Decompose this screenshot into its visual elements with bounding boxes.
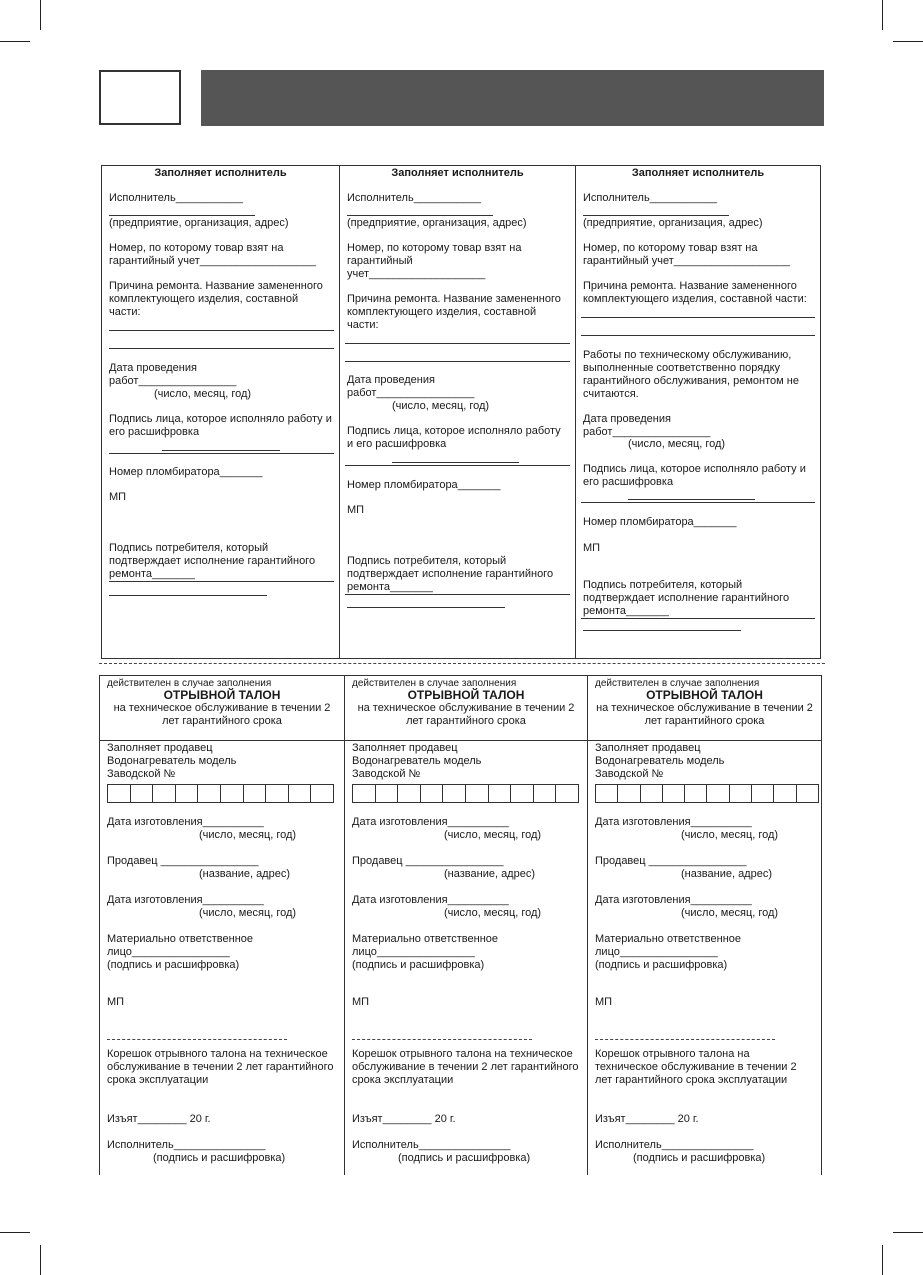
executor-field[interactable]: Исполнитель___________ (583, 192, 717, 204)
coupon-subtitle-line: лет гарантийного срока (644, 715, 765, 727)
tear-line (595, 1039, 775, 1040)
model-label: Водонагреватель модель (595, 755, 725, 767)
coupon-table (99, 675, 822, 1175)
reason-label: части: (109, 306, 141, 318)
crop-mark (40, 1245, 41, 1275)
date-label: Дата проведения (583, 413, 671, 425)
executor-column-2 (340, 166, 576, 658)
line (583, 215, 729, 216)
executor-caption: (подпись и расшифровка) (633, 1152, 766, 1164)
responsible-label: Материально ответственное (352, 933, 499, 945)
mfg-date-field[interactable]: Дата изготовления__________ (352, 894, 509, 906)
reason-label: комплектующего изделия, составной (109, 293, 299, 305)
executor-table (101, 165, 821, 659)
crop-mark (0, 41, 30, 42)
org-caption: (предприятие, организация, адрес) (583, 217, 763, 229)
mfg-date-field[interactable]: Дата изготовления__________ (595, 894, 752, 906)
reg-label: Номер, по которому товар взят на (583, 242, 758, 254)
stub-text: срока эксплуатации (352, 1074, 454, 1086)
consumer-label: подтверждает исполнение гарантийного (109, 555, 316, 567)
divider (345, 740, 587, 741)
crop-mark (893, 41, 923, 42)
reg-field[interactable]: гарантийный учет___________________ (109, 255, 316, 267)
valid-note: действителен в случае заполнения (352, 678, 517, 689)
service-note: выполненные соответственно порядку (583, 362, 781, 374)
stamp-label: МП (583, 542, 601, 554)
crop-mark (0, 1232, 30, 1233)
tear-line (352, 1039, 532, 1040)
reg-label: Номер, по которому товар взят на (347, 242, 522, 254)
date-field[interactable]: работ________________ (109, 375, 237, 387)
stub-text: срока эксплуатации (107, 1074, 209, 1086)
date-caption: (число, месяц, год) (628, 438, 726, 450)
model-label: Водонагреватель модель (107, 755, 237, 767)
date-caption: (число, месяц, год) (392, 400, 490, 412)
consumer-label: Подпись потребителя, который (347, 555, 507, 567)
stamp-label: МП (109, 491, 127, 503)
reg-label: гарантийный (347, 255, 413, 267)
sign-label: его расшифровка (109, 426, 200, 438)
valid-note: действителен в случае заполнения (595, 678, 760, 689)
coupon-title: ОТРЫВНОЙ ТАЛОН (163, 688, 281, 702)
responsible-caption: (подпись и расшифровка) (595, 959, 728, 971)
executor-caption: (подпись и расшифровка) (398, 1152, 531, 1164)
coupon-subtitle (104, 702, 340, 728)
crop-mark (882, 1245, 883, 1275)
responsible-caption: (подпись и расшифровка) (107, 959, 240, 971)
line (347, 607, 505, 608)
withdrawn-field[interactable]: Изъят________ 20 г. (352, 1113, 456, 1125)
mfg-date-caption: (число, месяц, год) (199, 829, 297, 841)
coupon-subtitle-line: на техническое обслуживание в течении 2 (596, 702, 813, 714)
responsible-label: Материально ответственное (107, 933, 254, 945)
responsible-field[interactable]: лицо________________ (352, 946, 475, 958)
serial-label: Заводской № (107, 768, 176, 780)
crop-mark (40, 0, 41, 30)
stub-text: обслуживание в течении 2 лет гарантийного (352, 1061, 579, 1073)
coupon-column-2 (345, 676, 588, 1175)
responsible-field[interactable]: лицо________________ (107, 946, 230, 958)
coupon-subtitle (349, 702, 583, 728)
date-label: Дата проведения (347, 374, 435, 386)
reason-label: Причина ремонта. Название замененного (583, 280, 797, 292)
coupon-column-3 (588, 676, 821, 1175)
mfg-date-caption: (число, месяц, год) (681, 907, 779, 919)
coupon-title: ОТРЫВНОЙ ТАЛОН (407, 688, 525, 702)
responsible-label: Материально ответственное (595, 933, 742, 945)
stub-text: Корешок отрывного талона на (595, 1048, 750, 1060)
coupon-title: ОТРЫВНОЙ ТАЛОН (646, 688, 763, 702)
executor-caption: (подпись и расшифровка) (153, 1152, 286, 1164)
crop-mark (882, 0, 883, 30)
reg-label: Номер, по которому товар взят на (109, 242, 284, 254)
mfg-date-field[interactable]: Дата изготовления__________ (352, 816, 509, 828)
sign-label: Подпись лица, которое исполняло работу и (583, 463, 806, 475)
mfg-date-field[interactable]: Дата изготовления__________ (595, 816, 752, 828)
stub-text: техническое обслуживание в течении 2 (595, 1061, 797, 1073)
executor-field[interactable]: Исполнитель___________ (347, 192, 481, 204)
reason-label: части: (347, 319, 379, 331)
reg-field[interactable]: учет___________________ (347, 268, 486, 280)
reason-label: комплектующего изделия, составной части: (583, 293, 807, 305)
withdrawn-field[interactable]: Изъят________ 20 г. (595, 1113, 699, 1125)
seller-label: Заполняет продавец (352, 742, 458, 754)
service-note: считаются. (583, 388, 639, 400)
stamp-label: МП (595, 996, 613, 1008)
sign-label: и его расшифровка (347, 438, 447, 450)
date-field[interactable]: работ________________ (583, 426, 711, 438)
consumer-field[interactable]: ремонта_______ (583, 605, 669, 617)
consumer-label: Подпись потребителя, который (109, 542, 269, 554)
stamp-label: МП (347, 504, 365, 516)
line (581, 502, 815, 503)
coupon-subtitle-line: лет гарантийного срока (406, 715, 526, 727)
mfg-date-caption: (число, месяц, год) (681, 829, 779, 841)
line (581, 335, 815, 336)
coupon-subtitle (592, 702, 817, 728)
executor-column-1 (102, 166, 340, 658)
executor-header: Заполняет исполнитель (631, 167, 765, 179)
serial-label: Заводской № (352, 768, 421, 780)
reason-label: Причина ремонта. Название замененного (347, 293, 561, 305)
consumer-field[interactable]: ремонта_______ (109, 568, 195, 580)
sign-label: Подпись лица, которое исполняло работу и (109, 413, 332, 425)
executor-header: Заполняет исполнитель (391, 167, 524, 179)
line (109, 215, 255, 216)
line (109, 453, 334, 454)
serial-number-grid[interactable] (595, 784, 819, 803)
divider (100, 740, 344, 741)
mfg-date-field[interactable]: Дата изготовления__________ (107, 894, 264, 906)
seller-caption: (название, адрес) (444, 868, 535, 880)
stamp-label: МП (352, 996, 370, 1008)
crop-mark (893, 1232, 923, 1233)
responsible-field[interactable]: лицо________________ (595, 946, 718, 958)
sign-label: Подпись лица, которое исполняло работу (347, 425, 561, 437)
stamp-label: МП (107, 996, 125, 1008)
mfg-date-field[interactable]: Дата изготовления__________ (107, 816, 264, 828)
seller-field[interactable]: Продавец ________________ (107, 855, 259, 867)
seller-caption: (название, адрес) (199, 868, 290, 880)
consumer-field[interactable]: ремонта_______ (347, 581, 433, 593)
line (109, 595, 267, 596)
header-bar (201, 70, 824, 126)
line (583, 630, 741, 631)
line (109, 581, 334, 582)
reason-label: Причина ремонта. Название замененного (109, 280, 323, 292)
executor-field[interactable]: Исполнитель_______________ (107, 1139, 266, 1151)
reason-label: комплектующего изделия, составной (347, 306, 537, 318)
seller-field[interactable]: Продавец ________________ (595, 855, 747, 867)
coupon-subtitle-line: лет гарантийного срока (162, 715, 282, 727)
responsible-caption: (подпись и расшифровка) (352, 959, 485, 971)
seller-field[interactable]: Продавец ________________ (352, 855, 504, 867)
serial-number-grid[interactable] (352, 784, 579, 803)
stub-text: обслуживание в течении 2 лет гарантийного (107, 1061, 334, 1073)
sealer-field[interactable]: Номер пломбиратора_______ (347, 479, 501, 491)
cut-line (99, 663, 825, 664)
service-note: Работы по техническому обслуживанию, (583, 349, 792, 361)
seller-caption: (название, адрес) (681, 868, 772, 880)
page-number-box (99, 70, 181, 125)
withdrawn-field[interactable]: Изъят________ 20 г. (107, 1113, 211, 1125)
reg-field[interactable]: гарантийный учет___________________ (583, 255, 790, 267)
line (581, 317, 815, 318)
divider (588, 740, 821, 741)
coupon-subtitle-line: на техническое обслуживание в течении 2 (357, 702, 575, 714)
date-field[interactable]: работ________________ (347, 387, 475, 399)
consumer-label: подтверждает исполнение гарантийного (347, 568, 554, 580)
seller-label: Заполняет продавец (595, 742, 701, 754)
line (162, 450, 280, 451)
line (109, 330, 334, 331)
line (345, 465, 570, 466)
stub-text: Корешок отрывного талона на техническое (352, 1048, 573, 1060)
stub-text: лет гарантийного срока эксплуатации (595, 1074, 788, 1086)
executor-column-3 (576, 166, 820, 658)
date-label: Дата проведения (109, 362, 197, 374)
executor-field[interactable]: Исполнитель___________ (109, 192, 243, 204)
line (581, 618, 815, 619)
line (345, 594, 570, 595)
line (392, 462, 519, 463)
line (345, 361, 570, 362)
serial-number-grid[interactable] (107, 784, 334, 803)
executor-field[interactable]: Исполнитель_______________ (352, 1139, 511, 1151)
seller-label: Заполняет продавец (107, 742, 213, 754)
service-note: гарантийного обслуживания, ремонтом не (583, 375, 799, 387)
line (628, 499, 755, 500)
mfg-date-caption: (число, месяц, год) (444, 907, 542, 919)
mfg-date-caption: (число, месяц, год) (444, 829, 542, 841)
date-caption: (число, месяц, год) (154, 388, 252, 400)
consumer-label: подтверждает исполнение гарантийного (583, 592, 790, 604)
sealer-field[interactable]: Номер пломбиратора_______ (583, 516, 737, 528)
sealer-field[interactable]: Номер пломбиратора_______ (109, 466, 263, 478)
serial-label: Заводской № (595, 768, 664, 780)
coupon-column-1 (100, 676, 345, 1175)
org-caption: (предприятие, организация, адрес) (347, 217, 527, 229)
sign-label: его расшифровка (583, 476, 674, 488)
coupon-subtitle-line: на техническое обслуживание в течении 2 (113, 702, 331, 714)
model-label: Водонагреватель модель (352, 755, 482, 767)
org-caption: (предприятие, организация, адрес) (109, 217, 289, 229)
executor-field[interactable]: Исполнитель_______________ (595, 1139, 754, 1151)
tear-line (107, 1039, 287, 1040)
consumer-label: Подпись потребителя, который (583, 579, 743, 591)
executor-header: Заполняет исполнитель (154, 167, 287, 179)
mfg-date-caption: (число, месяц, год) (199, 907, 297, 919)
line (345, 343, 570, 344)
valid-note: действителен в случае заполнения (107, 678, 272, 689)
line (109, 348, 334, 349)
line (347, 215, 493, 216)
stub-text: Корешок отрывного талона на техническое (107, 1048, 328, 1060)
